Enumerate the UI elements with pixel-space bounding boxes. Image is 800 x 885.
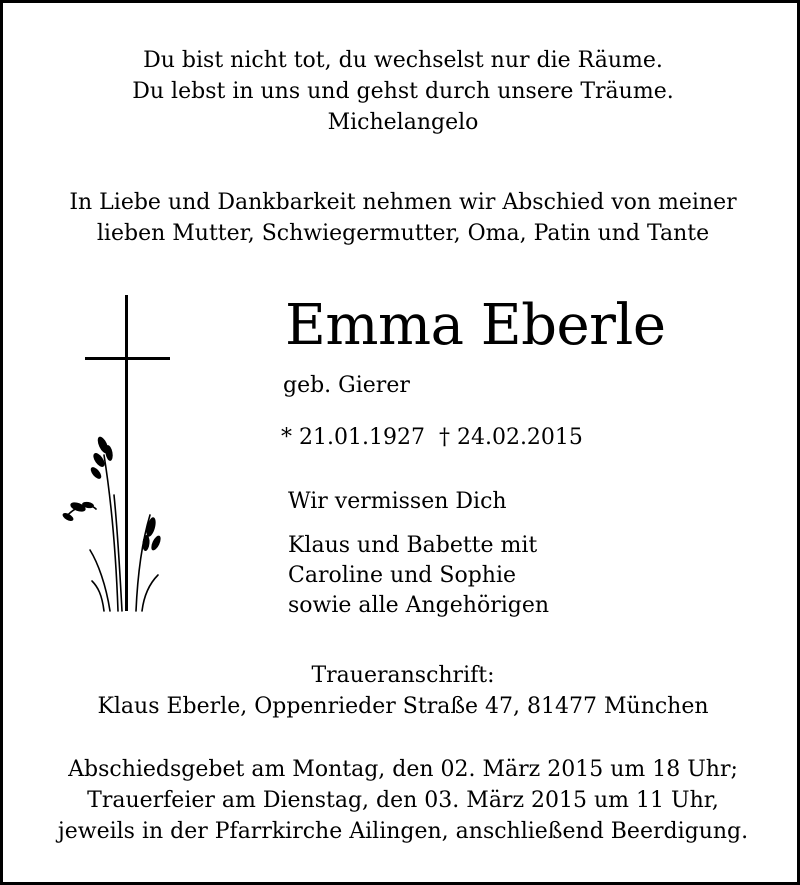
mourners-line-1: Wir vermissen Dich: [288, 489, 507, 514]
death-date: † 24.02.2015: [438, 425, 583, 450]
intro-line-1: In Liebe und Dankbarkeit nehmen wir Abschied von meiner: [69, 190, 737, 215]
quote-author: Michelangelo: [327, 110, 479, 135]
service-block: [3, 754, 800, 847]
service-line-3: jeweils in der Pfarrkirche Ailingen, anschließend Beerdigung.: [57, 819, 749, 844]
service-line-1: Abschiedsgebet am Montag, den 02. März 2015 um 18 Uhr;: [68, 757, 738, 782]
quote-block: [3, 45, 800, 138]
intro-block: [3, 187, 800, 249]
quote-line-2: Du lebst in uns und gehst durch unsere Träume.: [132, 79, 674, 104]
mourners-line-2: Klaus und Babette mit: [288, 533, 538, 558]
service-line-2: Trauerfeier am Dienstag, den 03. März 2015 um 11 Uhr,: [87, 788, 719, 813]
quote-line-1: Du bist nicht tot, du wechselst nur die Räume.: [143, 48, 663, 73]
deceased-name: Emma Eberle: [285, 293, 666, 358]
mourners-line-4: sowie alle Angehörigen: [288, 593, 550, 618]
cross-with-wheat-icon: [58, 295, 178, 615]
maiden-name: geb. Gierer: [283, 373, 410, 398]
intro-line-2: lieben Mutter, Schwiegermutter, Oma, Patin und Tante: [96, 221, 710, 246]
mourners-line-3: Caroline und Sophie: [288, 563, 517, 588]
address-label: Traueranschrift:: [311, 663, 495, 688]
mourners-block: [288, 487, 549, 621]
life-dates: [281, 423, 583, 453]
birth-date: * 21.01.1927: [281, 425, 425, 450]
address-line: Klaus Eberle, Oppenrieder Straße 47, 81477 München: [97, 694, 709, 719]
address-block: [3, 660, 800, 722]
